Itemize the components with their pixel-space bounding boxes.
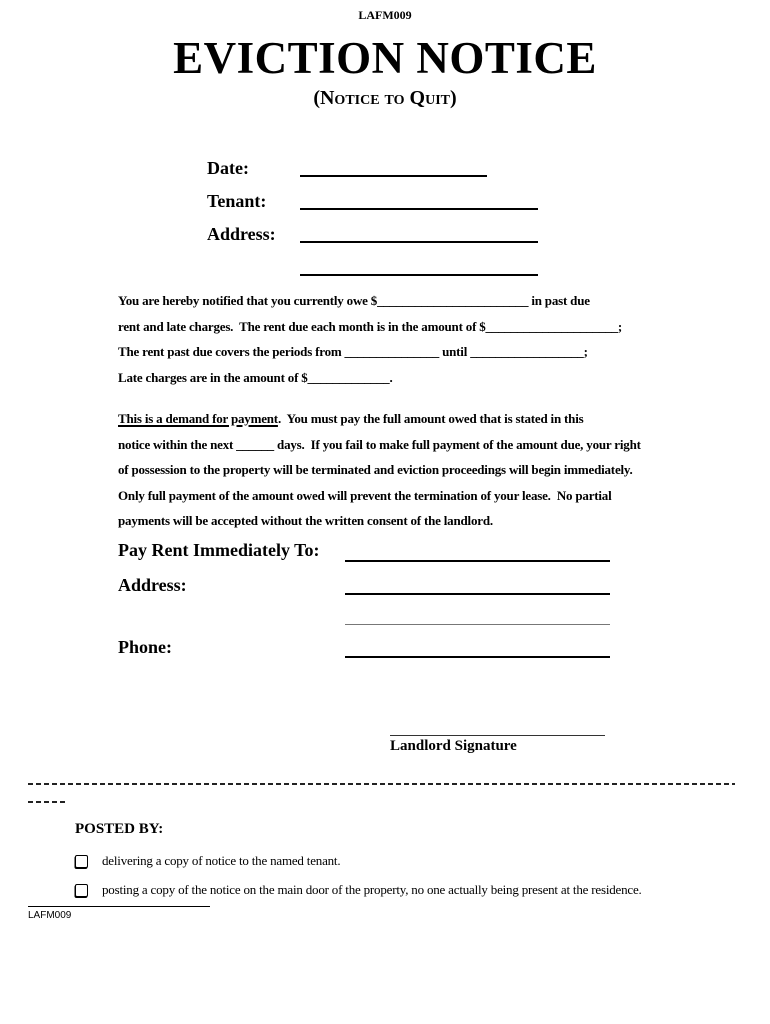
dashed-separator xyxy=(28,783,735,785)
notice-paragraph xyxy=(118,288,622,390)
demand-line-5: payments will be accepted without the written consent of the landlord. xyxy=(118,513,493,529)
phone-line[interactable] xyxy=(345,656,610,658)
pay-address-label: Address: xyxy=(118,575,187,595)
phone-label: Phone: xyxy=(118,637,172,657)
notice-line-4 xyxy=(118,365,622,391)
dashed-separator-wrap xyxy=(28,801,68,803)
demand-line-2-tail: days. If you fail to make full payment of the amount due, your right xyxy=(273,436,641,452)
address-line-1[interactable] xyxy=(300,241,538,243)
pay-to-label: Pay Rent Immediately To: xyxy=(118,540,320,560)
notice-line-3-tail: ; xyxy=(583,344,588,360)
date-line[interactable] xyxy=(300,175,487,177)
demand-paragraph xyxy=(118,406,641,534)
checkbox-delivering[interactable] xyxy=(75,855,88,868)
period-from-blank[interactable]: _______________ xyxy=(344,344,440,360)
posted-by-heading: POSTED BY: xyxy=(75,821,164,837)
checkbox-posting[interactable] xyxy=(75,884,88,897)
notice-line-2-tail: ; xyxy=(617,318,622,334)
posted-by-checklist xyxy=(75,853,735,911)
address-label: Address: xyxy=(207,224,276,244)
pay-address-line-1[interactable] xyxy=(345,593,610,595)
notice-line-3-text: The rent past due covers the periods from xyxy=(118,344,345,360)
pay-address-line-2[interactable] xyxy=(345,624,610,625)
notice-line-3-mid: until xyxy=(439,344,471,360)
date-row xyxy=(207,150,547,183)
landlord-signature-label: Landlord Signature xyxy=(390,738,517,754)
notice-line-2-text: rent and late charges. The rent due each month is in the amount of $ xyxy=(118,318,486,334)
footer-divider xyxy=(28,906,210,907)
demand-line-2-text: notice within the next xyxy=(118,436,237,452)
checkbox-delivering-label: delivering a copy of notice to the named tenant. xyxy=(102,853,341,868)
address-row xyxy=(207,216,547,249)
page-subtitle: (Notice to Quit) xyxy=(313,87,457,109)
tenant-line[interactable] xyxy=(300,208,538,210)
notice-line-3 xyxy=(118,339,622,365)
page-title: EVICTION NOTICE xyxy=(173,33,597,83)
monthly-rent-blank[interactable]: _____________________ xyxy=(485,318,618,334)
demand-line-1 xyxy=(118,406,641,432)
demand-line-3: of possession to the property will be terminated and eviction proceedings will begin immediately. xyxy=(118,462,633,478)
form-code-header: LAFM009 xyxy=(358,8,412,22)
checkbox-posting-label: posting a copy of the notice on the main door of the property, no one actually being present at the residence. xyxy=(102,882,642,897)
recipient-info-section xyxy=(207,150,547,282)
list-item xyxy=(75,853,735,869)
address-line-2[interactable] xyxy=(300,274,538,276)
days-blank[interactable]: ______ xyxy=(236,436,274,452)
notice-line-4-text: Late charges are in the amount of $ xyxy=(118,369,308,385)
tenant-label: Tenant: xyxy=(207,191,267,211)
period-until-blank[interactable]: __________________ xyxy=(470,344,584,360)
tenant-row xyxy=(207,183,547,216)
address-row-2 xyxy=(207,249,547,282)
owed-amount-blank[interactable]: ________________________ xyxy=(377,293,529,308)
signature-section xyxy=(390,735,605,755)
demand-line-2 xyxy=(118,432,641,458)
date-label: Date: xyxy=(207,158,249,178)
notice-line-2 xyxy=(118,314,622,340)
form-code-footer: LAFM009 xyxy=(28,910,72,921)
notice-line-4-tail: . xyxy=(389,369,393,385)
payment-info-section xyxy=(118,540,613,670)
demand-line-1-tail: . You must pay the full amount owed that is stated in this xyxy=(277,411,584,426)
late-charges-blank[interactable]: _____________ xyxy=(307,369,390,385)
demand-line-4: Only full payment of the amount owed will prevent the termination of your lease. No partial xyxy=(118,487,612,503)
list-item xyxy=(75,882,735,898)
pay-to-line[interactable] xyxy=(345,560,610,562)
demand-underlined-phrase: This is a demand for payment xyxy=(118,411,278,426)
notice-line-1 xyxy=(118,288,622,314)
notice-line-1-text: You are hereby notified that you currently owe $ xyxy=(118,293,378,308)
notice-line-1-tail: in past due xyxy=(528,293,590,308)
